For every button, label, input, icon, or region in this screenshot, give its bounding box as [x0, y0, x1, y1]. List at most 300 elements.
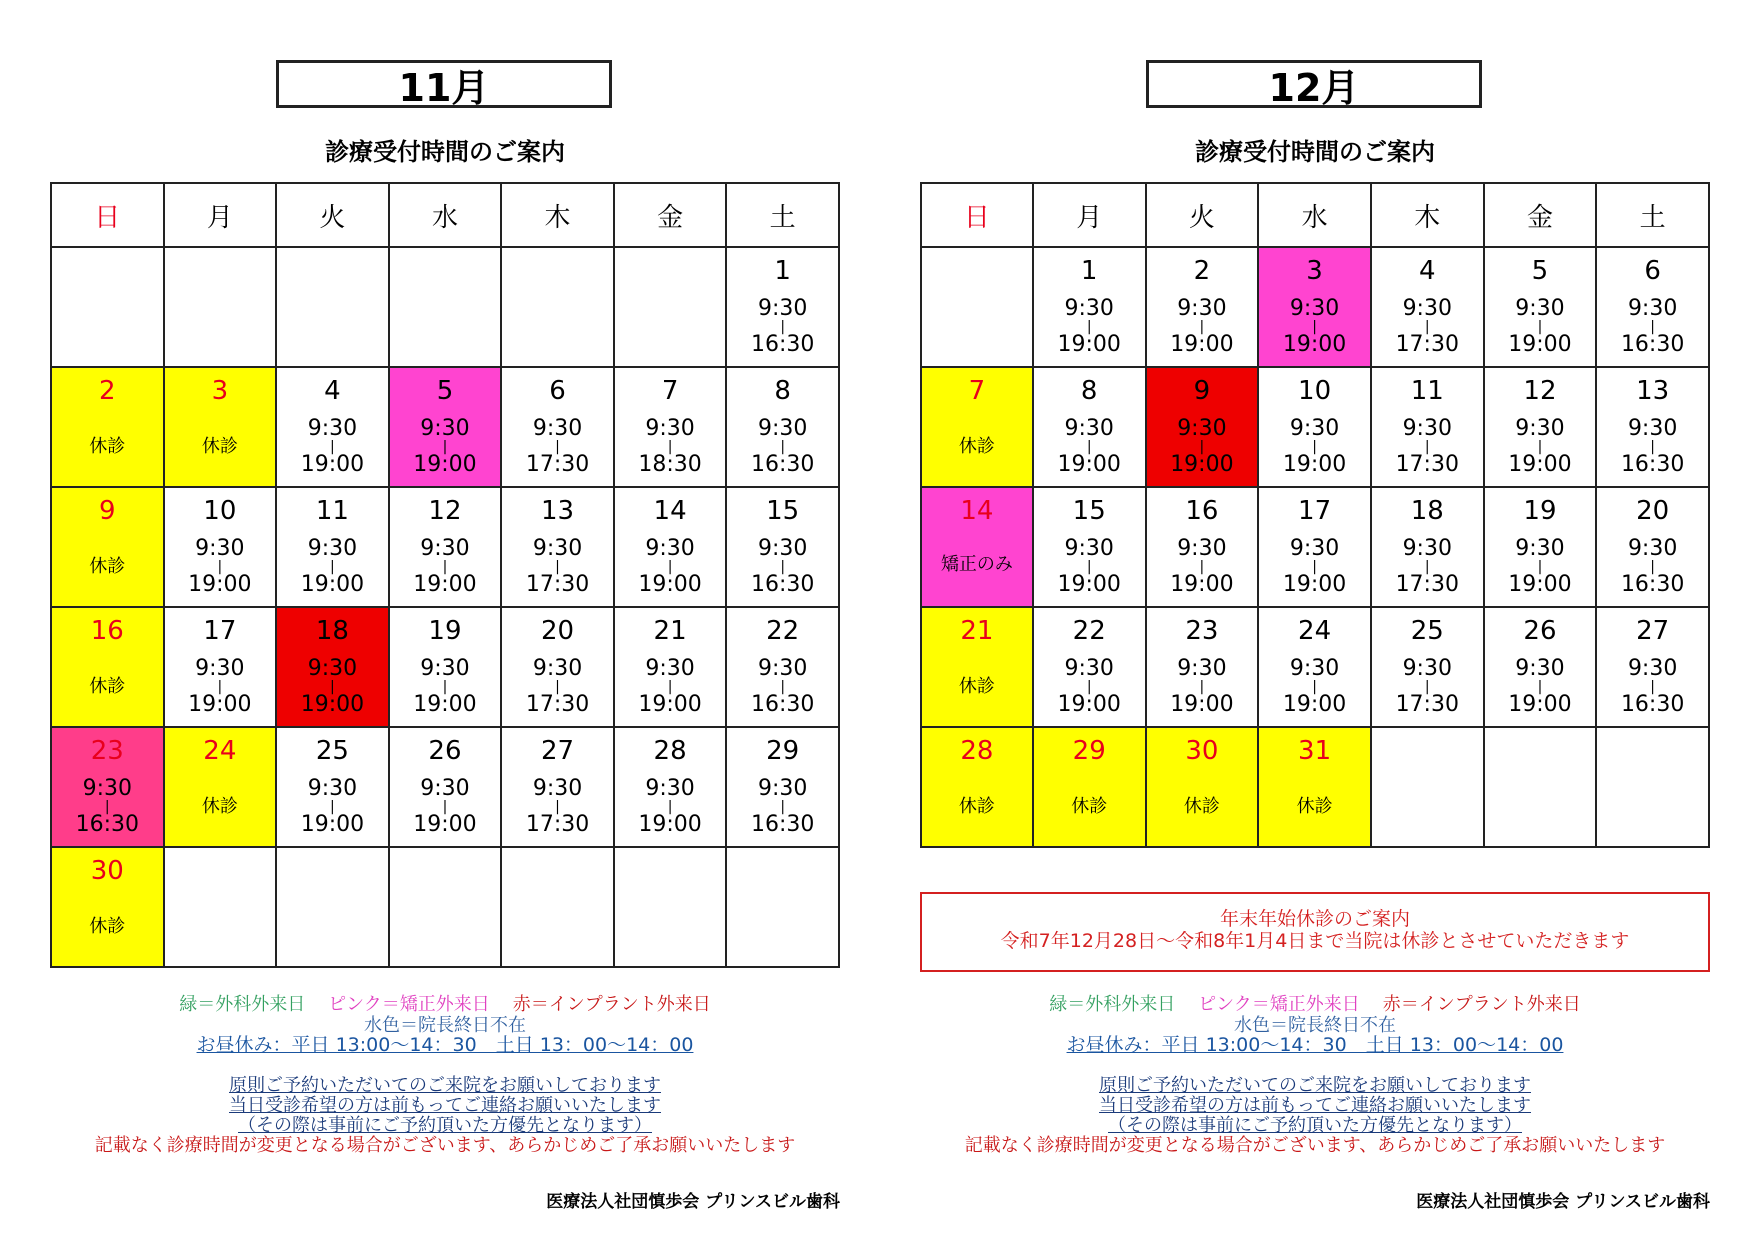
day-cell: [501, 367, 614, 487]
close-time: 16:30: [1620, 332, 1685, 357]
day-number: 21: [653, 616, 687, 646]
close-time: 17:30: [525, 692, 590, 717]
reception-hours: [1259, 298, 1370, 356]
open-time: 9:30: [1402, 416, 1452, 441]
empty-day-cell: [164, 847, 277, 967]
day-cell: [1033, 727, 1146, 847]
day-number: 16: [90, 616, 124, 646]
reception-hours: [727, 538, 838, 596]
reception-hours: [727, 658, 838, 716]
open-time: 9:30: [1177, 656, 1227, 681]
open-time: 9:30: [1627, 416, 1678, 441]
time-separator: |: [667, 439, 673, 455]
open-time: 9:30: [1289, 656, 1340, 681]
day-number: 4: [1418, 256, 1436, 286]
day-number: 8: [1080, 376, 1098, 406]
open-time: 9:30: [757, 656, 808, 681]
time-separator: |: [442, 439, 448, 455]
day-status-label: 休診: [201, 436, 238, 457]
day-cell: [1371, 487, 1484, 607]
open-time: 9:30: [1515, 536, 1565, 561]
reception-hours: [615, 658, 726, 716]
empty-day-cell: [1596, 727, 1709, 847]
week-row: [51, 847, 839, 967]
day-cell: [276, 727, 389, 847]
close-time: 19:00: [300, 692, 365, 717]
close-time: 19:00: [1170, 572, 1234, 597]
notes-block: [50, 1076, 840, 1156]
legend-blue-row: [50, 1015, 840, 1036]
week-row: [921, 367, 1709, 487]
day-cell: [1146, 727, 1259, 847]
day-number: 9: [1193, 376, 1211, 406]
time-separator: |: [780, 559, 786, 575]
day-number: 30: [90, 856, 124, 886]
empty-day-cell: [726, 847, 839, 967]
open-time: 9:30: [1515, 656, 1565, 681]
time-separator: |: [330, 679, 335, 695]
day-cell: [389, 727, 502, 847]
day-status-label: 休診: [958, 796, 995, 817]
reception-hours: [727, 298, 838, 356]
day-cell: [1146, 487, 1259, 607]
day-number: 2: [99, 376, 116, 406]
legend-green: 緑＝外科外来日: [1049, 994, 1176, 1015]
reception-hours: [1034, 538, 1145, 596]
day-cell: [501, 487, 614, 607]
reception-hours: [727, 418, 838, 476]
day-cell: [726, 487, 839, 607]
day-status-label: 休診: [958, 436, 995, 457]
open-time: 9:30: [757, 416, 808, 441]
close-time: 19:00: [300, 812, 365, 837]
week-row: [921, 487, 1709, 607]
empty-day-cell: [276, 847, 389, 967]
empty-day-cell: [501, 847, 614, 967]
day-status-label: 休診: [89, 436, 126, 457]
open-time: 9:30: [1515, 296, 1565, 321]
reception-hours: [1372, 658, 1483, 716]
open-time: 9:30: [1402, 296, 1452, 321]
open-time: 9:30: [420, 776, 470, 801]
empty-day-cell: [1484, 727, 1597, 847]
week-row: [921, 727, 1709, 847]
empty-day-cell: [501, 247, 614, 367]
weekday-header-row: [51, 183, 839, 247]
day-cell: [1596, 607, 1709, 727]
reception-hours: [1597, 418, 1708, 476]
day-status-label: 休診: [1296, 796, 1333, 817]
day-cell: [164, 607, 277, 727]
time-separator: |: [330, 799, 335, 815]
week-row: [51, 727, 839, 847]
legend-pink: ピンク＝矯正外来日: [328, 994, 490, 1015]
day-cell: [389, 607, 502, 727]
day-number: 11: [1410, 376, 1444, 406]
day-cell: [726, 367, 839, 487]
day-cell: [1258, 607, 1371, 727]
note-line-4: 記載なく診療時間が変更となる場合がございます、あらかじめご了承お願いいたします: [94, 1135, 796, 1156]
reception-hours: [1034, 658, 1145, 716]
close-time: 16:30: [750, 692, 815, 717]
close-time: 19:00: [1170, 452, 1234, 477]
day-cell: [164, 367, 277, 487]
time-separator: |: [780, 799, 786, 815]
day-cell: [614, 367, 727, 487]
week-row: [921, 607, 1709, 727]
close-time: 16:30: [750, 812, 815, 837]
day-status-label: 休診: [89, 556, 126, 577]
reception-hours: [1597, 658, 1708, 716]
close-time: 19:00: [1508, 572, 1572, 597]
close-time: 19:00: [300, 572, 365, 597]
reception-hours: [390, 658, 501, 716]
day-cell: [726, 727, 839, 847]
time-separator: |: [1650, 439, 1655, 455]
day-cell: [1596, 247, 1709, 367]
open-time: 9:30: [420, 656, 470, 681]
day-number: 19: [1523, 496, 1557, 526]
day-status-label: 休診: [1071, 796, 1108, 817]
legend-pink: ピンク＝矯正外来日: [1198, 994, 1360, 1015]
reception-hours: [277, 658, 388, 716]
legend-blue: 水色＝院長終日不在: [364, 1015, 526, 1036]
day-number: 31: [1298, 736, 1332, 766]
reception-hours: [502, 418, 613, 476]
lunch-break-info: お昼休み：平日 13:00〜14：30 土日 13：00〜14：00: [196, 1034, 694, 1056]
close-time: 19:00: [188, 572, 252, 597]
day-number: 22: [766, 616, 800, 646]
week-row: [51, 487, 839, 607]
day-number: 3: [1306, 256, 1323, 286]
reception-hours: [1259, 658, 1370, 716]
day-number: 6: [549, 376, 566, 406]
day-number: 27: [540, 736, 575, 766]
close-time: 19:00: [638, 692, 702, 717]
time-separator: |: [667, 799, 673, 815]
day-number: 19: [428, 616, 462, 646]
open-time: 9:30: [645, 776, 695, 801]
open-time: 9:30: [1177, 536, 1227, 561]
reception-hours: [727, 778, 838, 836]
day-cell: [1258, 487, 1371, 607]
time-separator: |: [217, 559, 223, 575]
day-cell: [276, 367, 389, 487]
day-number: 14: [960, 496, 994, 526]
day-number: 20: [540, 616, 575, 646]
open-time: 9:30: [532, 776, 583, 801]
open-time: 9:30: [195, 536, 245, 561]
day-cell: [389, 367, 502, 487]
reception-hours: [1372, 418, 1483, 476]
day-cell: [51, 487, 164, 607]
open-time: 9:30: [1402, 656, 1452, 681]
time-separator: |: [555, 799, 560, 815]
close-time: 19:00: [413, 692, 477, 717]
day-cell: [1371, 367, 1484, 487]
day-cell: [921, 367, 1033, 487]
day-cell: [1484, 367, 1597, 487]
open-time: 9:30: [1064, 536, 1114, 561]
close-time: 19:00: [1282, 692, 1347, 717]
close-time: 19:00: [413, 572, 477, 597]
weekday-header: 月: [1033, 183, 1146, 247]
open-time: 9:30: [420, 416, 470, 441]
day-cell: [164, 727, 277, 847]
time-separator: |: [1424, 439, 1430, 455]
open-time: 9:30: [307, 536, 358, 561]
close-time: 16:30: [750, 572, 815, 597]
weekday-header: 日: [921, 183, 1033, 247]
day-number: 1: [774, 256, 791, 286]
weekday-header: 土: [726, 183, 839, 247]
open-time: 9:30: [1515, 416, 1565, 441]
time-separator: |: [1537, 439, 1543, 455]
time-separator: |: [667, 559, 673, 575]
weekday-header: 金: [1484, 183, 1597, 247]
close-time: 19:00: [1170, 332, 1234, 357]
day-status-label: 休診: [89, 676, 126, 697]
close-time: 17:30: [1395, 452, 1459, 477]
time-separator: |: [1086, 559, 1092, 575]
empty-day-cell: [614, 847, 727, 967]
reception-hours: [502, 538, 613, 596]
empty-day-cell: [276, 247, 389, 367]
empty-day-cell: [614, 247, 727, 367]
day-cell: [1484, 487, 1597, 607]
reception-hours: [1485, 658, 1596, 716]
open-time: 9:30: [1627, 536, 1678, 561]
time-separator: |: [330, 559, 335, 575]
close-time: 19:00: [1508, 452, 1572, 477]
reception-hours: [1034, 418, 1145, 476]
open-time: 9:30: [307, 776, 358, 801]
legend-colors: [50, 994, 840, 1015]
day-cell: [51, 607, 164, 727]
time-separator: |: [1086, 679, 1092, 695]
day-number: 3: [211, 376, 229, 406]
reception-hours: [615, 778, 726, 836]
day-number: 23: [1185, 616, 1219, 646]
time-separator: |: [1650, 679, 1655, 695]
reception-hours: [52, 778, 163, 836]
calendar-table: [920, 182, 1710, 848]
day-number: 6: [1644, 256, 1661, 286]
time-separator: |: [1537, 679, 1543, 695]
day-cell: [1033, 247, 1146, 367]
reception-hours: [1485, 418, 1596, 476]
reception-hours: [1147, 658, 1258, 716]
day-cell: [501, 607, 614, 727]
holiday-notice: [920, 892, 1710, 972]
day-cell: [1258, 247, 1371, 367]
time-separator: |: [442, 799, 448, 815]
empty-day-cell: [164, 247, 277, 367]
reception-hours: [277, 418, 388, 476]
reception-hours: [390, 538, 501, 596]
close-time: 17:30: [1395, 692, 1459, 717]
open-time: 9:30: [307, 416, 358, 441]
legend-green: 緑＝外科外来日: [179, 994, 306, 1015]
close-time: 19:00: [413, 452, 477, 477]
note-line-3: （その際は事前にご予約頂いた方優先となります）: [238, 1115, 652, 1136]
open-time: 9:30: [1289, 536, 1340, 561]
day-number: 15: [1072, 496, 1106, 526]
reception-hours: [615, 418, 726, 476]
close-time: 19:00: [413, 812, 477, 837]
close-time: 19:00: [1282, 332, 1347, 357]
empty-day-cell: [51, 247, 164, 367]
time-separator: |: [780, 679, 786, 695]
day-cell: [1033, 607, 1146, 727]
open-time: 9:30: [82, 776, 132, 801]
reception-hours: [615, 538, 726, 596]
time-separator: |: [1199, 559, 1205, 575]
close-time: 16:30: [750, 452, 815, 477]
reception-hours: [277, 538, 388, 596]
legend-blue-row: [920, 1015, 1710, 1036]
day-number: 22: [1072, 616, 1106, 646]
reception-hours: [1485, 298, 1596, 356]
day-cell: [921, 487, 1033, 607]
day-cell: [51, 847, 164, 967]
close-time: 17:30: [525, 572, 590, 597]
note-line-4: 記載なく診療時間が変更となる場合がございます、あらかじめご了承お願いいたします: [964, 1135, 1666, 1156]
close-time: 19:00: [638, 572, 702, 597]
open-time: 9:30: [1064, 656, 1114, 681]
weekday-header: 水: [389, 183, 502, 247]
day-status-label: 休診: [89, 916, 126, 937]
day-number: 29: [766, 736, 800, 766]
day-cell: [921, 727, 1033, 847]
holiday-notice-title: 年末年始休診のご案内: [1219, 908, 1410, 930]
weekday-header: 水: [1258, 183, 1371, 247]
open-time: 9:30: [1289, 296, 1340, 321]
open-time: 9:30: [1177, 296, 1227, 321]
november-panel: [50, 0, 840, 1240]
close-time: 19:00: [188, 692, 252, 717]
day-number: 18: [1410, 496, 1444, 526]
day-number: 25: [1410, 616, 1444, 646]
reception-hours: [165, 538, 276, 596]
reception-hours: [390, 778, 501, 836]
day-number: 7: [661, 376, 679, 406]
reception-hours: [1597, 298, 1708, 356]
time-separator: |: [555, 679, 560, 695]
day-cell: [1146, 247, 1259, 367]
lunch-row: [50, 1035, 840, 1056]
lunch-row: [920, 1035, 1710, 1056]
open-time: 9:30: [195, 656, 245, 681]
open-time: 9:30: [1177, 416, 1227, 441]
day-cell: [1146, 367, 1259, 487]
note-line-1: 原則ご予約いただいてのご来院をお願いしております: [1099, 1075, 1531, 1096]
day-number: 23: [90, 736, 124, 766]
close-time: 17:30: [525, 812, 590, 837]
week-row: [51, 247, 839, 367]
time-separator: |: [780, 439, 786, 455]
close-time: 19:00: [1170, 692, 1234, 717]
reception-hours: [390, 418, 501, 476]
day-number: 26: [428, 736, 462, 766]
day-cell: [1033, 367, 1146, 487]
close-time: 16:30: [75, 812, 139, 837]
open-time: 9:30: [645, 656, 695, 681]
day-number: 28: [653, 736, 687, 766]
day-number: 12: [428, 496, 462, 526]
time-separator: |: [1650, 559, 1655, 575]
day-number: 13: [540, 496, 575, 526]
open-time: 9:30: [1627, 296, 1678, 321]
reception-hours: [165, 658, 276, 716]
day-cell: [614, 607, 727, 727]
day-cell: [276, 607, 389, 727]
calendar-table: [50, 182, 840, 968]
day-number: 9: [99, 496, 116, 526]
open-time: 9:30: [1402, 536, 1452, 561]
reception-hours: [277, 778, 388, 836]
open-time: 9:30: [1627, 656, 1678, 681]
reception-hours: [1372, 538, 1483, 596]
close-time: 18:30: [638, 452, 702, 477]
day-cell: [614, 727, 727, 847]
day-number: 18: [315, 616, 349, 646]
time-separator: |: [1199, 679, 1205, 695]
time-separator: |: [1199, 319, 1205, 335]
weekday-header: 土: [1596, 183, 1709, 247]
day-cell: [614, 487, 727, 607]
day-number: 12: [1523, 376, 1557, 406]
time-separator: |: [1424, 559, 1430, 575]
reception-hours: [1147, 298, 1258, 356]
time-separator: |: [330, 439, 335, 455]
time-separator: |: [1537, 559, 1543, 575]
time-separator: |: [1424, 679, 1430, 695]
day-cell: [1146, 607, 1259, 727]
day-cell: [1596, 487, 1709, 607]
december-panel: [920, 0, 1710, 1240]
reception-hours: [1147, 418, 1258, 476]
day-number: 21: [960, 616, 994, 646]
close-time: 19:00: [1057, 332, 1121, 357]
close-time: 16:30: [750, 332, 815, 357]
day-number: 15: [766, 496, 800, 526]
day-number: 16: [1185, 496, 1219, 526]
close-time: 17:30: [1395, 572, 1459, 597]
reception-hours: [1372, 298, 1483, 356]
time-separator: |: [1086, 439, 1092, 455]
notes-block: [920, 1076, 1710, 1156]
open-time: 9:30: [532, 656, 583, 681]
day-number: 20: [1636, 496, 1670, 526]
day-number: 2: [1193, 256, 1211, 286]
day-cell: [726, 247, 839, 367]
day-number: 7: [968, 376, 986, 406]
time-separator: |: [1199, 439, 1205, 455]
day-cell: [1371, 247, 1484, 367]
time-separator: |: [1312, 679, 1317, 695]
close-time: 17:30: [1395, 332, 1459, 357]
legend-blue: 水色＝院長終日不在: [1234, 1015, 1396, 1036]
close-time: 19:00: [1057, 572, 1121, 597]
open-time: 9:30: [1289, 416, 1340, 441]
day-cell: [501, 727, 614, 847]
day-number: 28: [960, 736, 994, 766]
weekday-header: 木: [501, 183, 614, 247]
weekday-header: 火: [276, 183, 389, 247]
close-time: 16:30: [1620, 572, 1685, 597]
day-status-label: 休診: [201, 796, 238, 817]
